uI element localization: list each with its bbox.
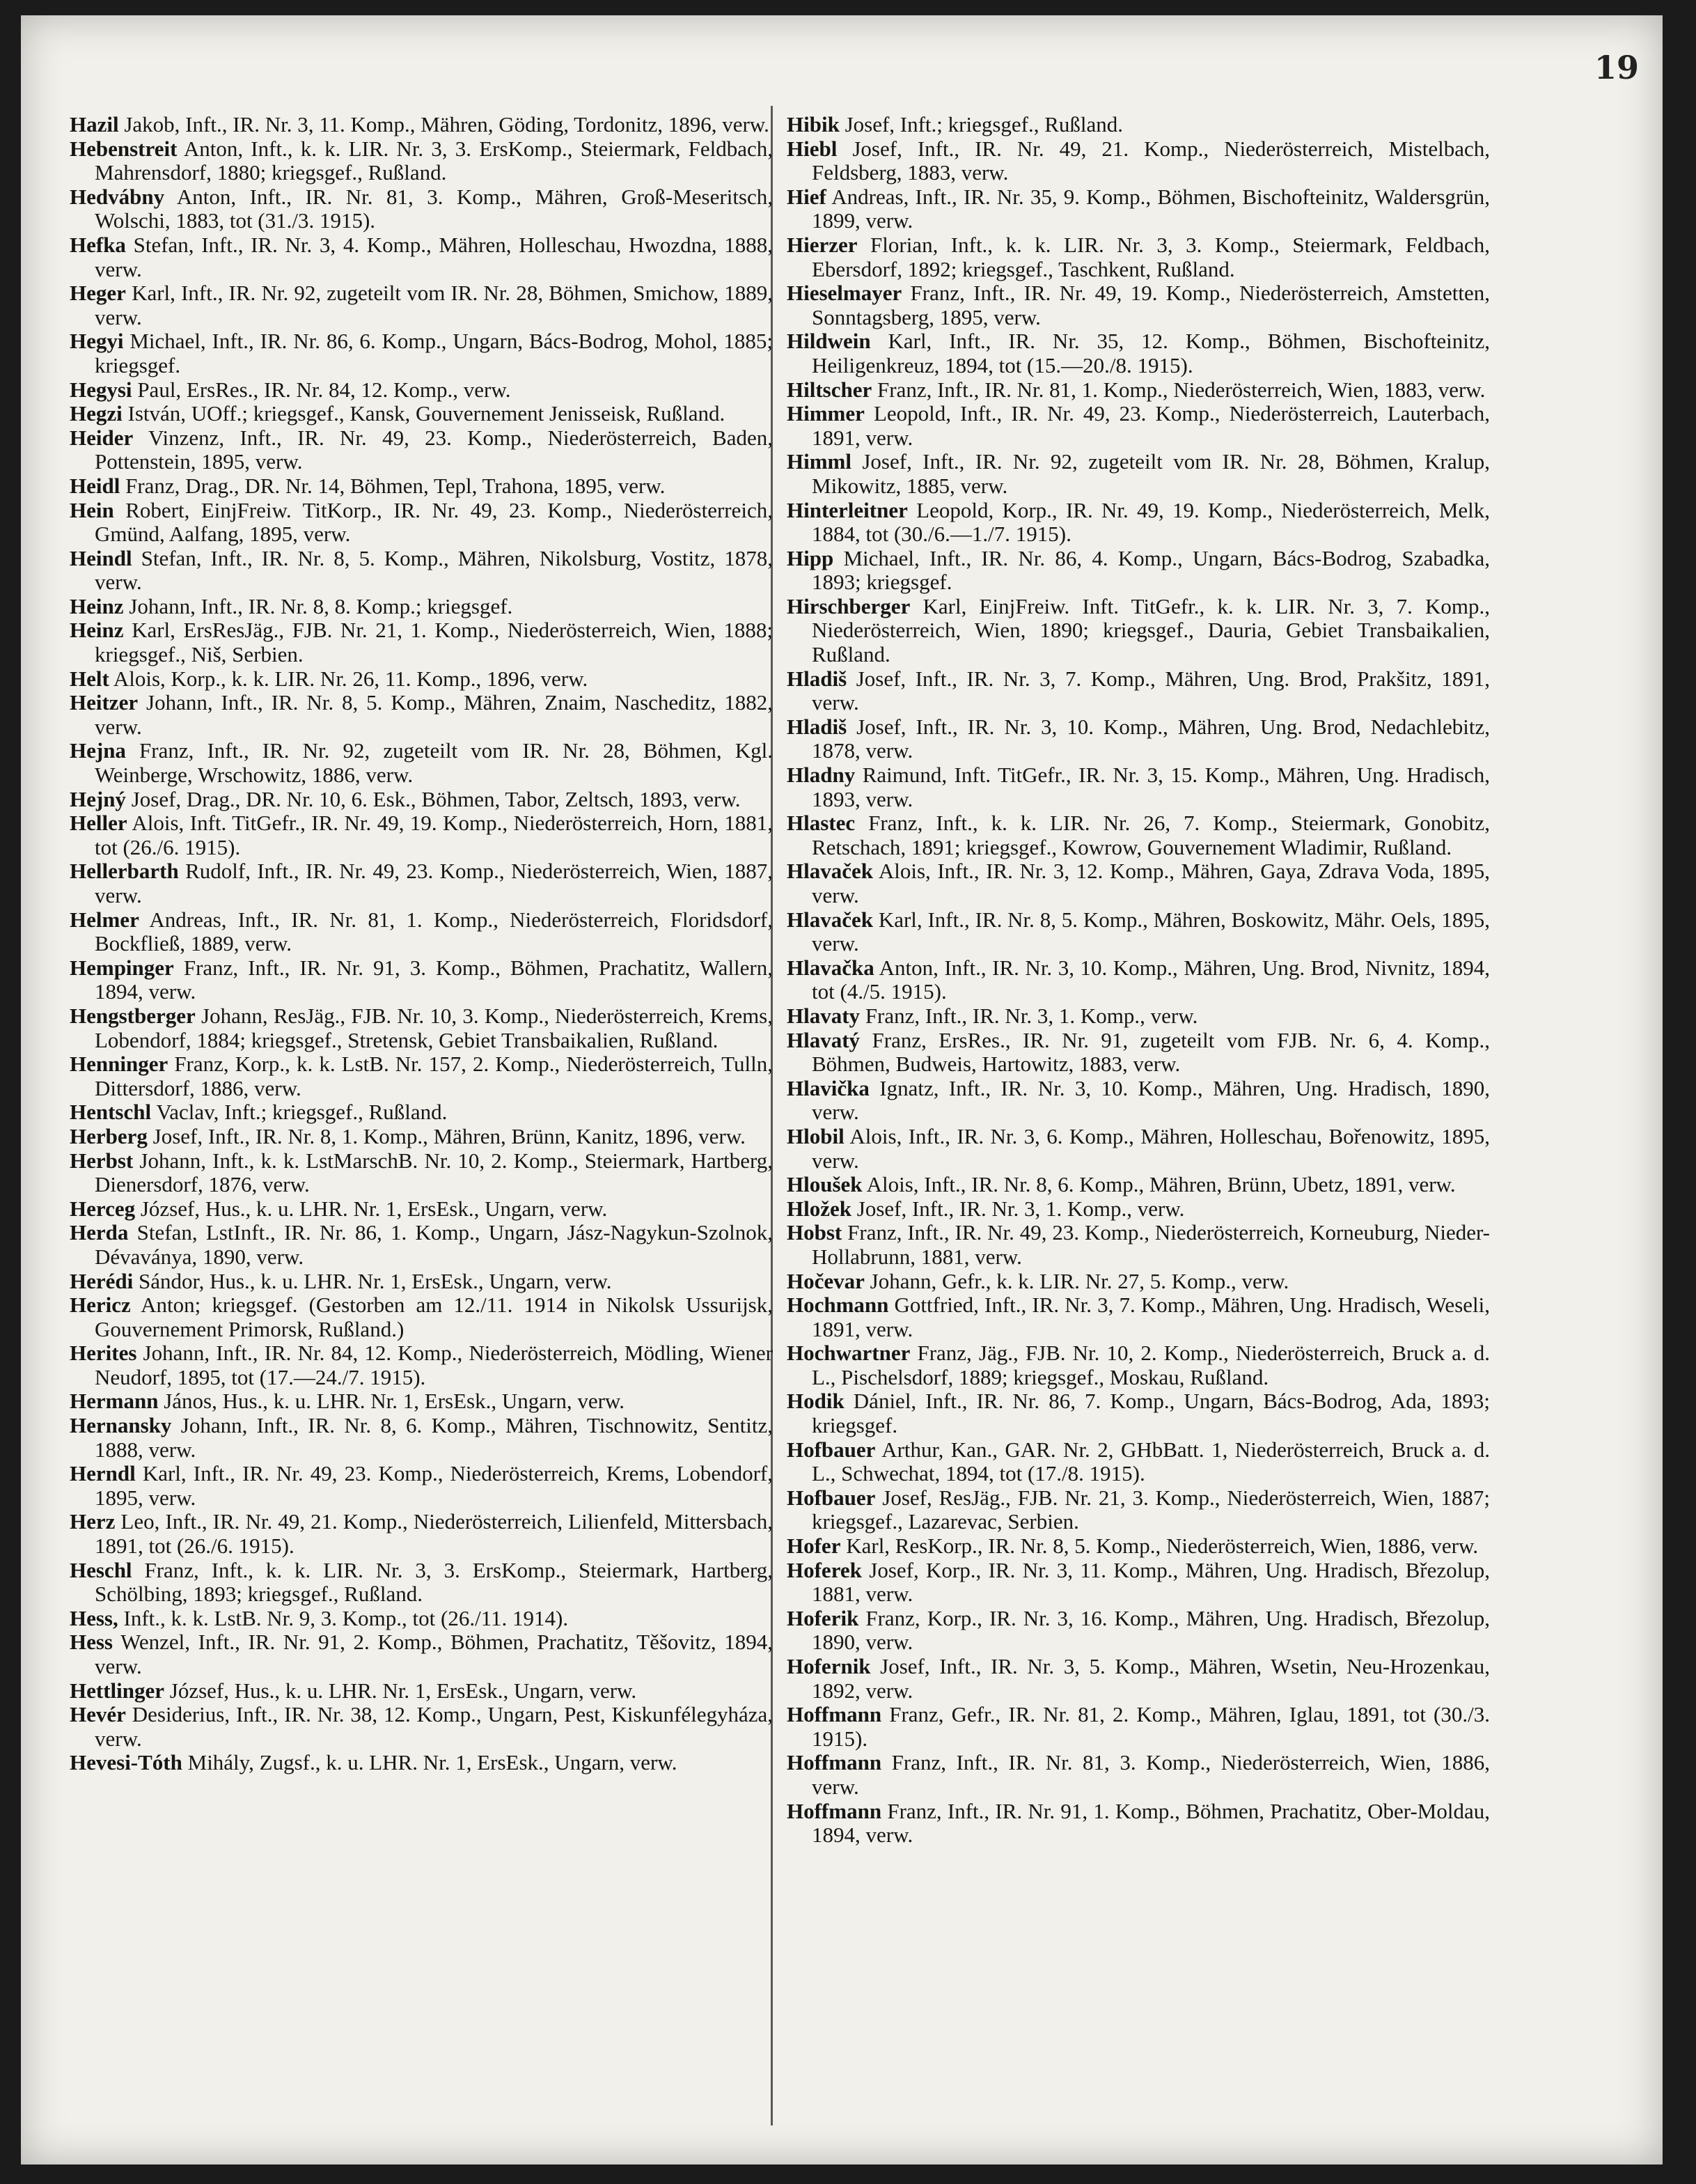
entry-surname: Heinz	[70, 593, 124, 618]
entry-details: Johann, Inft., IR. Nr. 8, 8. Komp.; kriegsgef.	[129, 593, 513, 618]
entry-details: Karl, EinjFreiw. Inft. TitGefr., k. k. LIR. Nr. 3, 7. Komp., Niederösterreich, Wien, 1890; kriegsgef., Dauria, Gebiet Transbaikalien, Rußland.	[812, 593, 1491, 667]
entry-details: Florian, Inft., k. k. LIR. Nr. 3, 3. Komp., Steiermark, Feldbach, Ebersdorf, 1892; kriegsgef., Taschkent, Rußland.	[812, 232, 1490, 281]
list-item	[787, 763, 1490, 811]
entry-surname: Hlavaty	[787, 1003, 861, 1028]
list-item	[70, 1004, 773, 1052]
entry-details: Franz, Inft., IR. Nr. 81, 3. Komp., Niederösterreich, Wien, 1886, verw.	[812, 1750, 1491, 1799]
list-item	[787, 547, 1490, 595]
list-item	[70, 329, 773, 377]
entry-surname: Heitzer	[70, 690, 139, 715]
list-item	[787, 1029, 1490, 1077]
entry-surname: Herda	[70, 1220, 129, 1245]
list-item	[787, 811, 1490, 859]
entry-details: Alois, Inft., IR. Nr. 3, 12. Komp., Mähren, Gaya, Zdrava Voda, 1895, verw.	[812, 859, 1490, 907]
entry-surname: Hofernik	[787, 1654, 871, 1678]
entry-details: Vaclav, Inft.; kriegsgef., Rußland.	[156, 1100, 448, 1125]
entry-details: Anton, Inft., k. k. LIR. Nr. 3, 3. ErsKomp., Steiermark, Feldbach, Mahrensdorf, 1880; kriegsgef., Rußland.	[95, 136, 773, 185]
left-column	[70, 113, 773, 1775]
entry-details: Dániel, Inft., IR. Nr. 86, 7. Komp., Ungarn, Bács-Bodrog, Ada, 1893; kriegsgef.	[812, 1389, 1490, 1438]
entry-details: Leopold, Korp., IR. Nr. 49, 19. Komp., Niederösterreich, Melk, 1884, tot (30./6.—1./7. 1915).	[812, 497, 1490, 547]
list-item	[70, 499, 773, 547]
entry-surname: Hettlinger	[70, 1678, 165, 1703]
entry-surname: Himmer	[787, 401, 865, 426]
entry-details: Karl, Inft., IR. Nr. 8, 5. Komp., Mähren, Boskowitz, Mähr. Oels, 1895, verw.	[812, 907, 1490, 956]
list-item	[70, 739, 773, 787]
entry-surname: Hochwartner	[787, 1341, 911, 1366]
list-item	[70, 1052, 773, 1100]
entry-surname: Hengstberger	[70, 1003, 196, 1028]
entry-details: Paul, ErsRes., IR. Nr. 84, 12. Komp., verw.	[137, 377, 511, 402]
entry-surname: Hochmann	[787, 1293, 889, 1318]
entry-surname: Hierzer	[787, 232, 858, 257]
entry-surname: Hernansky	[70, 1413, 172, 1438]
entry-surname: Hoffmann	[787, 1798, 882, 1823]
entry-details: Karl, ResKorp., IR. Nr. 8, 5. Komp., Niederösterreich, Wien, 1886, verw.	[846, 1534, 1479, 1559]
entry-details: Wenzel, Inft., IR. Nr. 91, 2. Komp., Böhmen, Prachatitz, Těšovitz, 1894, verw.	[95, 1630, 773, 1678]
list-item	[70, 1510, 773, 1558]
list-item	[787, 1559, 1490, 1607]
entry-surname: Hiebl	[787, 136, 838, 161]
list-item	[70, 1341, 773, 1389]
entry-surname: Hočevar	[787, 1268, 865, 1293]
list-item	[787, 908, 1490, 956]
list-item	[70, 956, 773, 1004]
entry-surname: Hlobil	[787, 1123, 845, 1148]
entry-surname: Heinz	[70, 618, 124, 643]
entry-details: Andreas, Inft., IR. Nr. 35, 9. Komp., Böhmen, Bischofteinitz, Waldersgrün, 1899, verw.	[812, 184, 1490, 233]
entry-details: Josef, Inft., IR. Nr. 8, 1. Komp., Mähren, Brünn, Kanitz, 1896, verw.	[152, 1123, 746, 1148]
entry-surname: Herz	[70, 1509, 116, 1534]
entry-details: Josef, Drag., DR. Nr. 10, 6. Esk., Böhmen, Tabor, Zeltsch, 1893, verw.	[131, 786, 741, 811]
list-item	[787, 1389, 1490, 1437]
entry-surname: Hloušek	[787, 1172, 863, 1197]
entry-details: Josef, Inft.; kriegsgef., Rußland.	[845, 112, 1124, 136]
list-item	[787, 1655, 1490, 1703]
entry-surname: Hefka	[70, 232, 126, 257]
entry-details: Franz, Inft., IR. Nr. 81, 1. Komp., Niederösterreich, Wien, 1883, verw.	[877, 377, 1486, 402]
entry-details: Karl, ErsResJäg., FJB. Nr. 21, 1. Komp., Niederösterreich, Wien, 1888; kriegsgef., Niš, Serbien.	[95, 618, 773, 667]
entry-surname: Henninger	[70, 1052, 168, 1077]
entry-details: Franz, Inft., IR. Nr. 49, 23. Komp., Niederösterreich, Korneuburg, Nieder-Hollabrunn, 1881, verw.	[812, 1220, 1490, 1269]
entry-details: Anton, Inft., IR. Nr. 81, 3. Komp., Mähren, Groß-Meseritsch, Wolschi, 1883, tot (31./3. 1915).	[95, 184, 774, 233]
entry-details: Raimund, Inft. TitGefr., IR. Nr. 3, 15. Komp., Mähren, Ung. Hradisch, 1893, verw.	[812, 763, 1490, 811]
entry-surname: Herbst	[70, 1148, 134, 1173]
entry-details: Mihály, Zugsf., k. u. LHR. Nr. 1, ErsEsk., Ungarn, verw.	[187, 1750, 677, 1775]
entry-surname: Helmer	[70, 907, 139, 932]
list-item	[70, 1197, 773, 1222]
list-item	[787, 137, 1490, 185]
entry-details: Josef, Inft., IR. Nr. 3, 10. Komp., Mähren, Ung. Brod, Nedachlebitz, 1878, verw.	[812, 714, 1490, 763]
list-item	[70, 1149, 773, 1197]
list-item	[70, 185, 773, 233]
entry-surname: Hipp	[787, 545, 834, 570]
entry-surname: Hložek	[787, 1196, 851, 1221]
entry-surname: Heger	[70, 281, 126, 306]
entry-details: Karl, Inft., IR. Nr. 49, 23. Komp., Niederösterreich, Krems, Lobendorf, 1895, verw.	[95, 1461, 774, 1510]
entry-details: Karl, Inft., IR. Nr. 35, 12. Komp., Böhmen, Bischofteinitz, Heiligenkreuz, 1894, tot (15.—20./8. 1915).	[812, 329, 1491, 377]
entry-surname: Hermann	[70, 1389, 159, 1414]
list-item	[787, 329, 1490, 377]
entry-details: Franz, Inft., IR. Nr. 49, 19. Komp., Niederösterreich, Amstetten, Sonntagsberg, 1895, verw.	[812, 281, 1491, 329]
entry-details: Franz, Inft., IR. Nr. 91, 3. Komp., Böhmen, Prachatitz, Wallern, 1894, verw.	[95, 955, 773, 1004]
entry-details: Jakob, Inft., IR. Nr. 3, 11. Komp., Mähren, Göding, Tordonitz, 1896, verw.	[124, 112, 769, 136]
entry-surname: Hazil	[70, 112, 119, 136]
list-item	[787, 1751, 1490, 1799]
list-item	[70, 908, 773, 956]
entry-surname: Hlavačka	[787, 955, 874, 980]
entry-details: Alois, Inft., IR. Nr. 8, 6. Komp., Mähren, Brünn, Ubetz, 1891, verw.	[866, 1172, 1456, 1197]
entry-surname: Hobst	[787, 1220, 842, 1245]
list-item	[787, 378, 1490, 403]
list-item	[787, 715, 1490, 763]
entry-details: Alois, Korp., k. k. LIR. Nr. 26, 11. Komp., 1896, verw.	[113, 666, 588, 691]
list-item	[787, 113, 1490, 137]
entry-details: Josef, ResJäg., FJB. Nr. 21, 3. Komp., Niederösterreich, Wien, 1887; kriegsgef., Lazarevac, Serbien.	[812, 1485, 1491, 1534]
list-item	[787, 1486, 1490, 1534]
list-item	[787, 1173, 1490, 1197]
list-item	[70, 1679, 773, 1703]
right-column	[787, 113, 1490, 1848]
entry-details: Johann, ResJäg., FJB. Nr. 10, 3. Komp., Niederösterreich, Krems, Lobendorf, 1884; kriegsgef., Stretensk, Gebiet Transbaikalien, Rußland.	[95, 1003, 774, 1052]
list-item	[70, 426, 773, 474]
entry-surname: Heindl	[70, 545, 132, 570]
list-item	[70, 1100, 773, 1125]
entry-surname: Hofbauer	[787, 1485, 876, 1510]
entry-details: Johann, Inft., IR. Nr. 8, 5. Komp., Mähren, Znaim, Nascheditz, 1882, verw.	[95, 690, 774, 739]
entry-surname: Herédi	[70, 1268, 134, 1293]
entry-details: Arthur, Kan., GAR. Nr. 2, GHbBatt. 1, Niederösterreich, Bruck a. d. L., Schwechat, 1894, tot (17./8. 1915).	[812, 1437, 1490, 1486]
list-item	[70, 1751, 773, 1775]
list-item	[787, 1800, 1490, 1848]
list-item	[70, 1462, 773, 1510]
entry-details: Josef, Inft., IR. Nr. 3, 1. Komp., verw.	[856, 1196, 1185, 1221]
list-item	[787, 595, 1490, 667]
entry-surname: Hericz	[70, 1293, 131, 1318]
list-item	[70, 1270, 773, 1294]
entry-details: Ignatz, Inft., IR. Nr. 3, 10. Komp., Mähren, Ung. Hradisch, 1890, verw.	[812, 1075, 1491, 1125]
entry-details: Franz, Korp., IR. Nr. 3, 16. Komp., Mähren, Ung. Hradisch, Březolup, 1890, verw.	[812, 1605, 1491, 1655]
entry-details: Michael, Inft., IR. Nr. 86, 4. Komp., Ungarn, Bács-Bodrog, Szabadka, 1893; kriegsgef.	[812, 545, 1490, 595]
entry-details: Franz, ErsRes., IR. Nr. 91, zugeteilt vom FJB. Nr. 6, 4. Komp., Böhmen, Budweis, Hartowitz, 1883, verw.	[812, 1027, 1490, 1077]
entry-details: Gottfried, Inft., IR. Nr. 3, 7. Komp., Mähren, Ung. Hradisch, Weseli, 1891, verw.	[812, 1293, 1490, 1341]
entry-details: Vinzenz, Inft., IR. Nr. 49, 23. Komp., Niederösterreich, Baden, Pottenstein, 1895, verw.	[95, 425, 773, 474]
entry-surname: Hofer	[787, 1534, 841, 1559]
entry-surname: Hladny	[787, 763, 856, 788]
entry-surname: Hejna	[70, 738, 126, 763]
list-item	[70, 281, 773, 329]
list-item	[70, 547, 773, 595]
entry-details: Franz, Korp., k. k. LstB. Nr. 157, 2. Komp., Niederösterreich, Tulln, Dittersdorf, 1886, verw.	[95, 1052, 773, 1100]
entry-surname: Hibik	[787, 112, 840, 136]
entry-surname: Heller	[70, 811, 127, 836]
entry-surname: Hodik	[787, 1389, 845, 1414]
list-item	[787, 281, 1490, 329]
entry-details: Franz, Inft., IR. Nr. 3, 1. Komp., verw.	[865, 1003, 1198, 1028]
entry-surname: Hiltscher	[787, 377, 872, 402]
entry-surname: Hlavaček	[787, 859, 873, 884]
entry-surname: Hegysi	[70, 377, 132, 402]
entry-details: Josef, Korp., IR. Nr. 3, 11. Komp., Mähren, Ung. Hradisch, Březolup, 1881, verw.	[812, 1557, 1490, 1607]
list-item	[70, 1607, 773, 1631]
entry-surname: Himml	[787, 449, 851, 474]
entry-surname: Hebenstreit	[70, 136, 178, 161]
list-item	[787, 1077, 1490, 1125]
entry-details: János, Hus., k. u. LHR. Nr. 1, ErsEsk., Ungarn, verw.	[164, 1389, 625, 1414]
list-item	[70, 667, 773, 692]
entry-details: Franz, Gefr., IR. Nr. 81, 2. Komp., Mähren, Iglau, 1891, tot (30./3. 1915).	[812, 1702, 1490, 1751]
list-item	[70, 233, 773, 281]
entry-surname: Hevér	[70, 1702, 126, 1727]
entry-surname: Herceg	[70, 1196, 136, 1221]
list-item	[70, 1703, 773, 1751]
entry-surname: Hempinger	[70, 955, 174, 980]
list-item	[787, 667, 1490, 715]
list-item	[787, 956, 1490, 1004]
entry-surname: Hladiš	[787, 714, 847, 739]
entry-details: Andreas, Inft., IR. Nr. 81, 1. Komp., Niederösterreich, Floridsdorf, Bockfließ, 1889, verw.	[95, 907, 774, 956]
list-item	[787, 1197, 1490, 1222]
entry-details: Inft., k. k. LstB. Nr. 9, 3. Komp., tot (26./11. 1914).	[123, 1605, 569, 1630]
entry-surname: Hladiš	[787, 666, 847, 691]
list-item	[70, 113, 773, 137]
entry-details: Johann, Gefr., k. k. LIR. Nr. 27, 5. Komp., verw.	[870, 1268, 1289, 1293]
entry-details: Franz, Inft., IR. Nr. 92, zugeteilt vom IR. Nr. 28, Böhmen, Kgl. Weinberge, Wrschowitz, 1886, verw.	[95, 738, 774, 788]
entry-surname: Hieselmayer	[787, 281, 902, 306]
entry-details: Anton, Inft., IR. Nr. 3, 10. Komp., Mähren, Ung. Brod, Nivnitz, 1894, tot (4./5. 1915).	[812, 955, 1490, 1004]
entry-details: Leopold, Inft., IR. Nr. 49, 23. Komp., Niederösterreich, Lauterbach, 1891, verw.	[812, 401, 1490, 450]
list-item	[70, 691, 773, 739]
entry-surname: Heschl	[70, 1557, 132, 1582]
list-item	[70, 618, 773, 666]
list-item	[787, 1534, 1490, 1559]
entry-surname: Hein	[70, 497, 114, 522]
list-item	[70, 1559, 773, 1607]
list-item	[70, 402, 773, 426]
list-item	[70, 474, 773, 499]
entry-details: Franz, Inft., k. k. LIR. Nr. 26, 7. Komp., Steiermark, Gonobitz, Retschach, 1891; kriegsgef., Kowrow, Gouvernement Wladimir, Rußland.	[812, 811, 1490, 859]
list-item	[787, 1607, 1490, 1655]
list-item	[70, 1414, 773, 1462]
entry-surname: Hief	[787, 184, 826, 209]
entry-details: Karl, Inft., IR. Nr. 92, zugeteilt vom IR. Nr. 28, Böhmen, Smichow, 1889, verw.	[95, 281, 774, 329]
document-page	[21, 15, 1663, 2164]
entry-details: Franz, Drag., DR. Nr. 14, Böhmen, Tepl, Trahona, 1895, verw.	[125, 473, 666, 498]
entry-surname: Hildwein	[787, 329, 871, 354]
entry-surname: Hejný	[70, 786, 126, 811]
list-item	[787, 402, 1490, 450]
entry-details: Franz, Inft., IR. Nr. 91, 1. Komp., Böhmen, Prachatitz, Ober-Moldau, 1894, verw.	[812, 1798, 1490, 1848]
entry-surname: Hlavatý	[787, 1027, 861, 1052]
entry-surname: Hlastec	[787, 811, 856, 836]
entry-details: Alois, Inft. TitGefr., IR. Nr. 49, 19. Komp., Niederösterreich, Horn, 1881, tot (26./6. 1915).	[95, 811, 773, 859]
entry-details: Josef, Inft., IR. Nr. 3, 5. Komp., Mähren, Wsetin, Neu-Hrozenkau, 1892, verw.	[812, 1654, 1490, 1703]
entry-details: Johann, Inft., k. k. LstMarschB. Nr. 10, 2. Komp., Steiermark, Hartberg, Dienersdorf, 1876, verw.	[95, 1148, 773, 1197]
entry-surname: Heider	[70, 425, 134, 450]
entry-surname: Hegyi	[70, 329, 124, 354]
list-item	[787, 1004, 1490, 1029]
entry-surname: Hoferik	[787, 1605, 859, 1630]
entry-surname: Herndl	[70, 1461, 136, 1486]
list-item	[787, 859, 1490, 907]
list-item	[70, 1293, 773, 1341]
entry-details: Leo, Inft., IR. Nr. 49, 21. Komp., Niederösterreich, Lilienfeld, Mittersbach, 1891, tot (26./6. 1915).	[95, 1509, 773, 1559]
entry-surname: Hinterleitner	[787, 497, 908, 522]
entry-surname: Hoferek	[787, 1557, 862, 1582]
list-item	[70, 1389, 773, 1414]
entry-details: Anton; kriegsgef. (Gestorben am 12./11. 1914 in Nikolsk Ussurijsk, Gouvernement Primorsk, Rußland.)	[95, 1293, 773, 1341]
entry-surname: Hlavička	[787, 1075, 870, 1100]
entry-details: Desiderius, Inft., IR. Nr. 38, 12. Komp., Ungarn, Pest, Kiskunfélegyháza, verw.	[95, 1702, 773, 1751]
list-item	[787, 1438, 1490, 1486]
entry-surname: Herites	[70, 1341, 137, 1366]
list-item	[787, 233, 1490, 281]
list-item	[70, 859, 773, 907]
list-item	[70, 1125, 773, 1149]
list-item	[787, 1221, 1490, 1269]
entry-surname: Hevesi-Tóth	[70, 1750, 182, 1775]
entry-surname: Hlavaček	[787, 907, 873, 932]
list-item	[70, 595, 773, 619]
list-item	[787, 1341, 1490, 1389]
entry-surname: Hofbauer	[787, 1437, 876, 1462]
entry-surname: Helt	[70, 666, 109, 691]
entry-details: József, Hus., k. u. LHR. Nr. 1, ErsEsk., Ungarn, verw.	[169, 1678, 637, 1703]
list-item	[70, 378, 773, 403]
page-number: 19	[1594, 49, 1639, 86]
entry-details: Franz, Jäg., FJB. Nr. 10, 2. Komp., Niederösterreich, Bruck a. d. L., Pischelsdorf, 1889; kriegsgef., Moskau, Rußland.	[812, 1341, 1490, 1389]
list-item	[787, 1270, 1490, 1294]
entry-details: Franz, Inft., k. k. LIR. Nr. 3, 3. ErsKomp., Steiermark, Hartberg, Schölbing, 1893; kriegsgef., Rußland.	[95, 1557, 773, 1607]
entry-details: Josef, Inft., IR. Nr. 49, 21. Komp., Niederösterreich, Mistelbach, Feldsberg, 1883, verw.	[812, 136, 1490, 185]
entry-surname: Heidl	[70, 473, 120, 498]
list-item	[70, 137, 773, 185]
list-item	[70, 788, 773, 812]
entry-surname: Hirschberger	[787, 593, 911, 618]
entry-details: József, Hus., k. u. LHR. Nr. 1, ErsEsk., Ungarn, verw.	[140, 1196, 608, 1221]
entry-details: Josef, Inft., IR. Nr. 92, zugeteilt vom IR. Nr. 28, Böhmen, Kralup, Mikowitz, 1885, verw.	[812, 449, 1490, 498]
list-item	[70, 811, 773, 859]
entry-details: Alois, Inft., IR. Nr. 3, 6. Komp., Mähren, Holleschau, Bořenowitz, 1895, verw.	[812, 1123, 1490, 1173]
entry-surname: Hoffmann	[787, 1750, 882, 1775]
entry-details: Robert, EinjFreiw. TitKorp., IR. Nr. 49, 23. Komp., Niederösterreich, Gmünd, Aalfang, 1895, verw.	[95, 497, 774, 547]
entry-surname: Herberg	[70, 1123, 148, 1148]
entry-details: Johann, Inft., IR. Nr. 84, 12. Komp., Niederösterreich, Mödling, Wiener Neudorf, 1895, tot (17.—24./7. 1915).	[95, 1341, 774, 1389]
entry-details: Stefan, Inft., IR. Nr. 3, 4. Komp., Mähren, Holleschau, Hwozdna, 1888, verw.	[95, 232, 773, 281]
list-item	[787, 1293, 1490, 1341]
list-item	[787, 499, 1490, 547]
list-item	[787, 450, 1490, 498]
entry-surname: Hess,	[70, 1605, 118, 1630]
entry-surname: Hentschl	[70, 1100, 152, 1125]
entry-details: Sándor, Hus., k. u. LHR. Nr. 1, ErsEsk., Ungarn, verw.	[139, 1268, 612, 1293]
entry-surname: Hoffmann	[787, 1702, 882, 1727]
entry-details: Stefan, LstInft., IR. Nr. 86, 1. Komp., Ungarn, Jász-Nagykun-Szolnok, Dévaványa, 1890, verw.	[95, 1220, 774, 1269]
list-item	[70, 1221, 773, 1269]
list-item	[787, 185, 1490, 233]
entry-details: István, UOff.; kriegsgef., Kansk, Gouvernement Jenisseisk, Rußland.	[127, 401, 725, 426]
entry-details: Stefan, Inft., IR. Nr. 8, 5. Komp., Mähren, Nikolsburg, Vostitz, 1878, verw.	[95, 545, 774, 595]
entry-details: Johann, Inft., IR. Nr. 8, 6. Komp., Mähren, Tischnowitz, Sentitz, 1888, verw.	[95, 1413, 773, 1462]
entry-surname: Hess	[70, 1630, 113, 1655]
entry-details: Josef, Inft., IR. Nr. 3, 7. Komp., Mähren, Ung. Brod, Prakšitz, 1891, verw.	[812, 666, 1490, 715]
entry-surname: Hegzi	[70, 401, 123, 426]
entry-details: Michael, Inft., IR. Nr. 86, 6. Komp., Ungarn, Bács-Bodrog, Mohol, 1885; kriegsgef.	[95, 329, 774, 377]
entry-surname: Hedvábny	[70, 184, 165, 209]
entry-surname: Hellerbarth	[70, 859, 179, 884]
list-item	[787, 1125, 1490, 1173]
list-item	[787, 1703, 1490, 1751]
list-item	[70, 1630, 773, 1678]
entry-details: Rudolf, Inft., IR. Nr. 49, 23. Komp., Niederösterreich, Wien, 1887, verw.	[95, 859, 773, 907]
